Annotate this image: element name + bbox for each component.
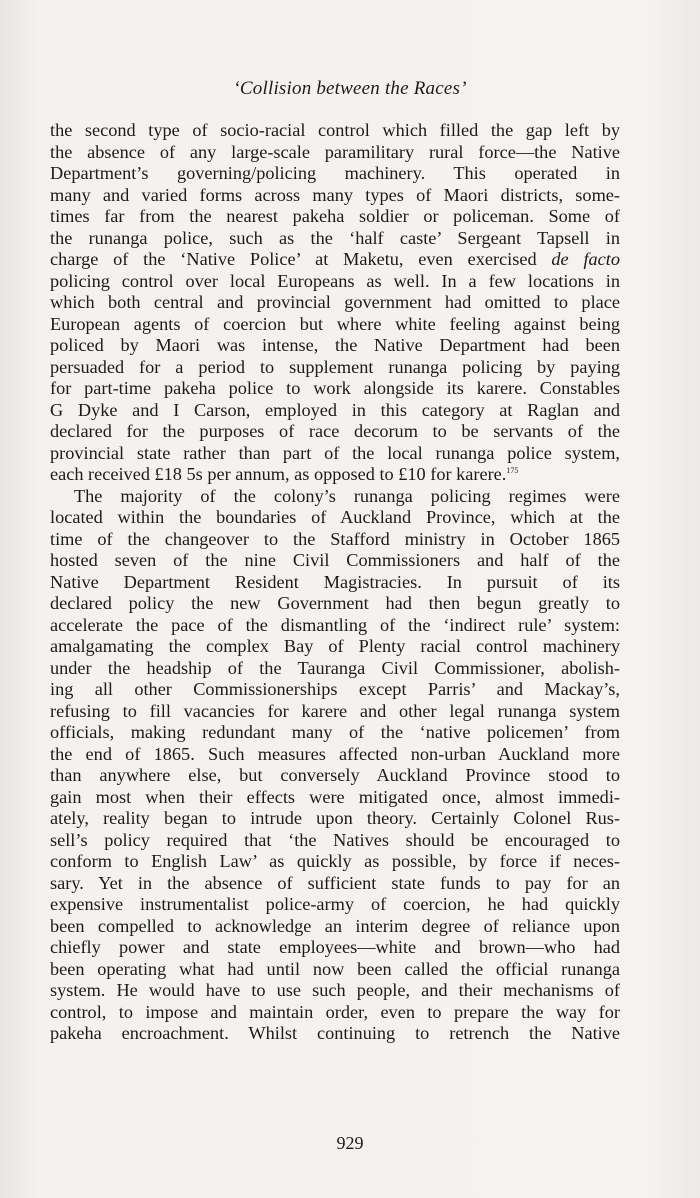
text-line: been operating what had until now been called the official runanga [50,958,620,979]
text-line: the runanga police, such as the ‘half caste’ Sergeant Tapsell in [50,227,620,248]
text-line: European agents of coercion but where white feeling against being [50,313,620,334]
text-line: sary. Yet in the absence of sufficient state funds to pay for an [50,872,620,893]
text-line: policed by Maori was intense, the Native Department had been [50,335,620,355]
text-segment: charge of the ‘Native Police’ at Maketu, even exercised [50,249,537,269]
text-line: which both central and provincial government had omitted to place [50,292,620,312]
text-line [50,464,620,486]
text-line: declared for the purposes of race decorum to be servants of the [50,421,620,441]
italic-phrase: de facto [551,249,620,269]
text-line: provincial state rather than part of the local runanga police system, [50,442,620,463]
text-line: control, to impose and maintain order, even to prepare the way for [50,1001,620,1022]
text-line: pakeha encroachment. Whilst continuing to retrench the Native [50,1023,620,1043]
text-line: than anywhere else, but conversely Auckland Province stood to [50,765,620,785]
text-line: refusing to fill vacancies for karere and other legal runanga system [50,700,620,721]
footnote-marker: 175 [506,465,519,475]
page-number: 929 [336,1133,364,1153]
text-line: expensive instrumentalist police-army of coercion, he had quickly [50,894,620,914]
text-line: the absence of any large-scale paramilitary rural force—the Native [50,141,620,162]
text-line [50,249,620,271]
text-line: policing control over local Europeans as well. In a few locations in [50,270,620,291]
text-line: accelerate the pace of the dismantling of the ‘indirect rule’ system: [50,614,620,635]
text-line: located within the boundaries of Auckland Province, which at the [50,507,620,527]
text-line: declared policy the new Government had then begun greatly to [50,593,620,613]
text-line: persuaded for a period to supplement runanga policing by paying [50,356,620,377]
text-line: times far from the nearest pakeha soldier or policeman. Some of [50,206,620,226]
text-line: for part-time pakeha police to work alongside its karere. Constables [50,378,620,398]
text-line: system. He would have to use such people, and their mechanisms of [50,980,620,1000]
text-line: Native Department Resident Magistracies. In pursuit of its [50,571,620,592]
text-line: officials, making redundant many of the ‘native policemen’ from [50,722,620,742]
text-line: many and varied forms across many types of Maori districts, some- [50,184,620,205]
paragraph [50,120,620,486]
text-line: amalgamating the complex Bay of Plenty racial control machinery [50,636,620,656]
text-line: Department’s governing/policing machinery. This operated in [50,163,620,183]
text-line: ately, reality began to intrude upon theory. Certainly Colonel Rus- [50,808,620,828]
text-line: time of the changeover to the Stafford ministry in October 1865 [50,528,620,549]
text-line: been compelled to acknowledge an interim degree of reliance upon [50,915,620,936]
text-line: ing all other Commissionerships except Parris’ and Mackay’s, [50,679,620,699]
text-segment: each received £18 5s per annum, as opposed to £10 for karere. [50,464,507,484]
text-line: G Dyke and I Carson, employed in this category at Raglan and [50,399,620,420]
text-line: sell’s policy required that ‘the Natives should be encouraged to [50,829,620,850]
text-line: hosted seven of the nine Civil Commissioners and half of the [50,550,620,570]
running-head: ‘Collision between the Races’ [233,78,467,99]
text-line: conform to English Law’ as quickly as possible, by force if neces- [50,851,620,871]
text-line: under the headship of the Tauranga Civil Commissioner, abolish- [50,657,620,678]
text-line: the end of 1865. Such measures affected non-urban Auckland more [50,743,620,764]
text-line: the second type of socio-racial control which filled the gap left by [50,120,620,140]
text-line: gain most when their effects were mitigated once, almost immedi- [50,786,620,807]
body-text [50,120,620,1045]
text-line: chiefly power and state employees—white and brown—who had [50,937,620,957]
paragraph [50,486,620,1045]
text-line: The majority of the colony’s runanga policing regimes were [74,485,620,506]
